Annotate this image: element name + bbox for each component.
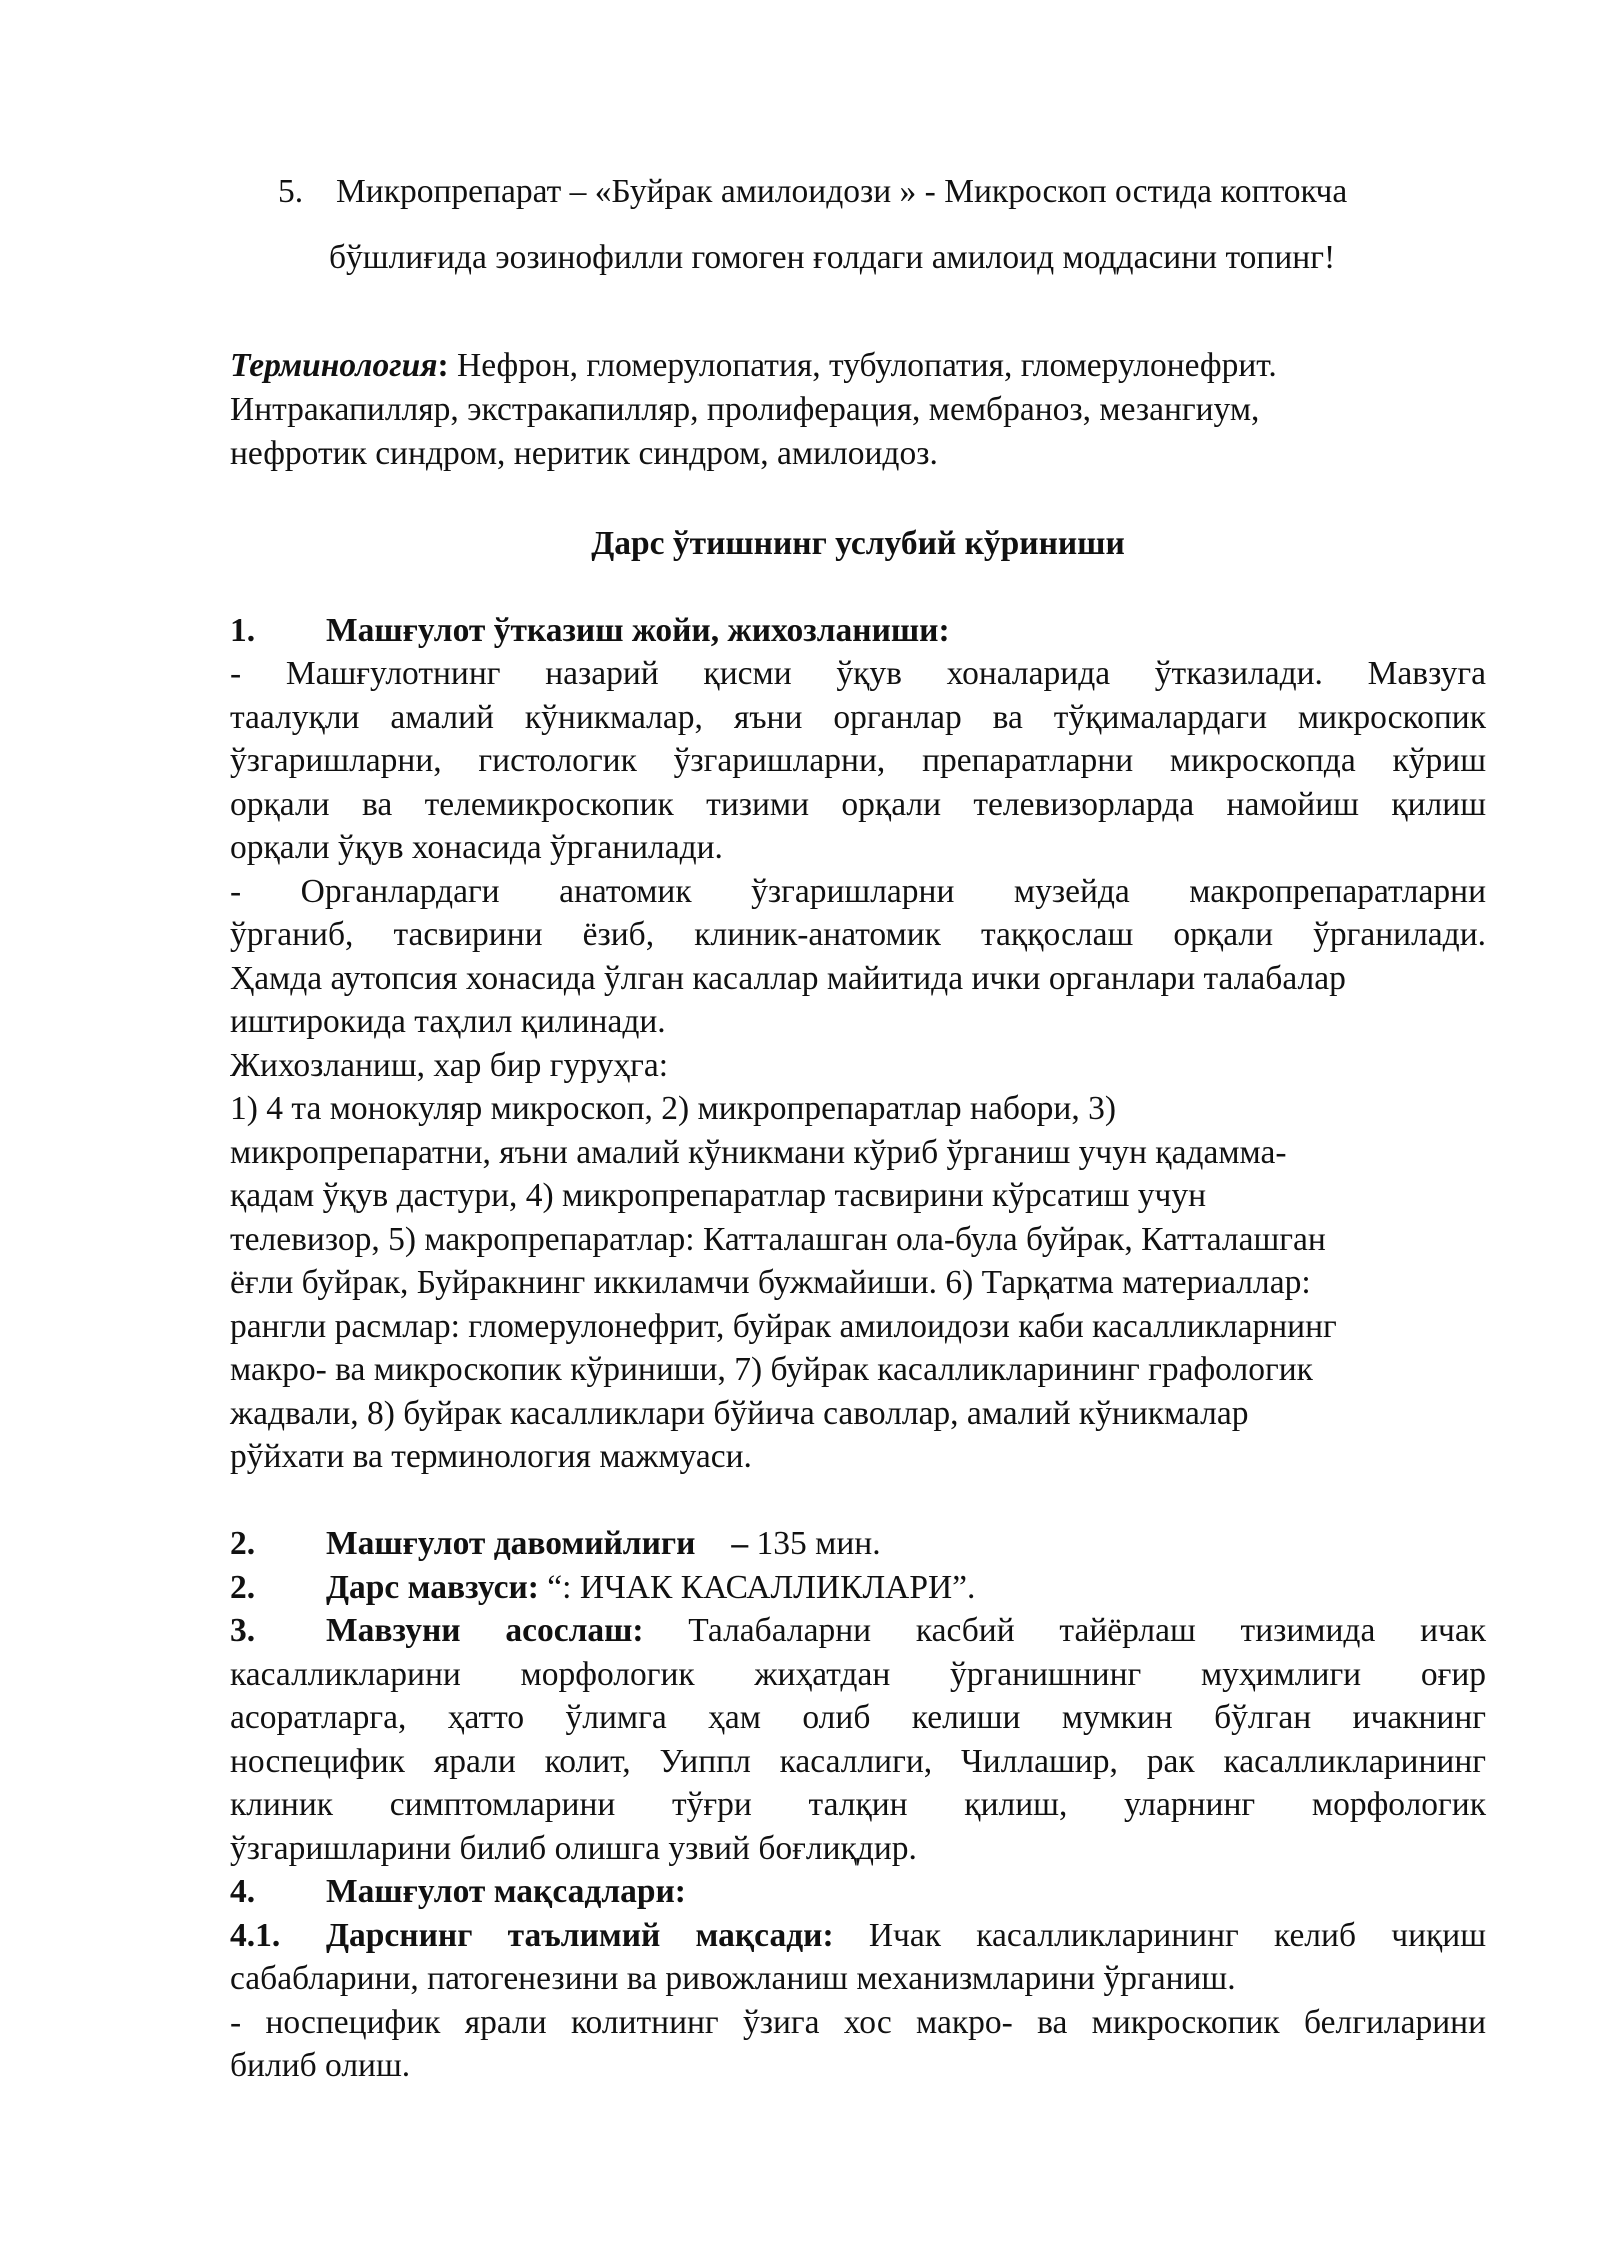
section2b-value: “: ИЧАК КАСАЛЛИКЛАРИ”. bbox=[538, 1569, 976, 1606]
terminology-line3: нефротик синдром, неритик синдром, амилоидоз. bbox=[230, 435, 938, 472]
section41-heading bbox=[230, 1916, 1486, 1956]
section1-line: орқали ва телемикроскопик тизими орқали телевизорларда намойиш қилиш bbox=[230, 786, 1486, 823]
section1-line: макро- ва микроскопик кўриниши, 7) буйрак касалликларининг графологик bbox=[230, 1351, 1313, 1388]
section4-number: 4. bbox=[230, 1873, 256, 1910]
section2a-number: 2. bbox=[230, 1525, 256, 1562]
section3-line: ўзгаришларини билиб олишга узвий боғлиқдир. bbox=[230, 1830, 917, 1867]
item5-line1 bbox=[278, 172, 1347, 212]
section1-title: Машғулот ўтказиш жойи, жихозланиши: bbox=[326, 612, 950, 649]
section41-number: 4.1. bbox=[230, 1917, 281, 1954]
section1-line: - Машғулотнинг назарий қисми ўқув хоналарида ўтказилади. Мавзуга bbox=[230, 655, 1486, 692]
section1-line: Жихозланиш, хар бир гуруҳга: bbox=[230, 1047, 669, 1084]
section3-line: клиник симптомларини тўғри талқин қилиш, уларнинг морфологик bbox=[230, 1786, 1486, 1823]
section1-line: қадам ўқув дастури, 4) микропрепаратлар тасвирини кўрсатиш учун bbox=[230, 1177, 1207, 1214]
section1-heading bbox=[230, 611, 950, 651]
section2a-title: Машғулот давомийлиги bbox=[326, 1525, 696, 1562]
section2a-dash: – bbox=[731, 1525, 749, 1562]
section3-line: носпецифик ярали колит, Уиппл касаллиги, Чиллашир, рак касалликларининг bbox=[230, 1743, 1486, 1780]
section41-title: Дарснинг таълимий мақсади: bbox=[326, 1917, 834, 1954]
section1-line: ўзгаришларни, гистологик ўзгаришларни, препаратларни микроскопда кўриш bbox=[230, 742, 1486, 779]
section3-line: касалликларини морфологик жиҳатдан ўрганишнинг муҳимлиги оғир bbox=[230, 1656, 1486, 1693]
terminology-text1: Нефрон, гломерулопатия, тубулопатия, гломерулонефрит. bbox=[448, 347, 1277, 384]
section3-first: Талабаларни касбий тайёрлаш тизимида ичак bbox=[643, 1612, 1486, 1649]
section1-line: ўрганиб, тасвирини ёзиб, клиник-анатомик таққослаш орқали ўрганилади. bbox=[230, 916, 1486, 953]
section41-line: сабабларини, патогенезини ва ривожланиш механизмларини ўрганиш. bbox=[230, 1960, 1236, 1997]
section1-line: жадвали, 8) буйрак касалликлари бўйича саволлар, амалий кўникмалар bbox=[230, 1395, 1249, 1432]
section2a-value: 135 мин. bbox=[748, 1525, 881, 1562]
item5-line2: бўшлиғида эозинофилли гомоген ғолдаги амилоид моддасини топинг! bbox=[329, 239, 1336, 276]
section4-title: Машғулот мақсадлари: bbox=[326, 1873, 686, 1910]
terminology-colon: : bbox=[437, 347, 449, 384]
terminology-label: Терминология bbox=[230, 347, 438, 384]
section1-line: ёғли буйрак, Буйракнинг иккиламчи бужмайиши. 6) Тарқатма материаллар: bbox=[230, 1264, 1311, 1301]
section2b-number: 2. bbox=[230, 1569, 256, 1606]
section3-line: асоратларга, ҳатто ўлимга ҳам олиб келиши мумкин бўлган ичакнинг bbox=[230, 1699, 1486, 1736]
section1-line: телевизор, 5) макропрепаратлар: Катталашган ола-була буйрак, Катталашган bbox=[230, 1221, 1326, 1258]
section4-heading bbox=[230, 1872, 686, 1912]
item5-text: Микропрепарат – «Буйрак амилоидози » - Микроскоп остида коптокча bbox=[336, 173, 1348, 210]
lesson-heading: Дарс ўтишнинг услубий кўриниши bbox=[591, 525, 1125, 562]
section1-line: - Органлардаги анатомик ўзгаришларни музейда макропрепаратларни bbox=[230, 873, 1486, 910]
terminology-line1 bbox=[230, 346, 1277, 386]
section3-heading bbox=[230, 1611, 1486, 1651]
section1-line: орқали ўқув хонасида ўрганилади. bbox=[230, 829, 723, 866]
section41-line: билиб олиш. bbox=[230, 2047, 411, 2084]
section1-line: микропрепаратни, яъни амалий кўникмани кўриб ўрганиш учун қадамма- bbox=[230, 1134, 1287, 1171]
section1-line: таалуқли амалий кўникмалар, яъни органлар ва тўқималардаги микроскопик bbox=[230, 699, 1486, 736]
terminology-line2: Интракапилляр, экстракапилляр, пролиферация, мембраноз, мезангиум, bbox=[230, 391, 1260, 428]
section3-title: Мавзуни асослаш: bbox=[326, 1612, 644, 1649]
section1-line: рангли расмлар: гломерулонефрит, буйрак амилоидози каби касалликларнинг bbox=[230, 1308, 1337, 1345]
section1-line: 1) 4 та монокуляр микроскоп, 2) микропрепаратлар набори, 3) bbox=[230, 1090, 1116, 1127]
item5-number: 5. bbox=[278, 173, 304, 210]
section1-line: иштирокида таҳлил қилинади. bbox=[230, 1003, 666, 1040]
section41-first: Ичак касалликларининг келиб чиқиш bbox=[833, 1917, 1487, 1954]
section2-topic bbox=[230, 1568, 975, 1608]
section1-line: рўйхати ва терминология мажмуаси. bbox=[230, 1438, 752, 1475]
section2b-title: Дарс мавзуси: bbox=[326, 1569, 539, 1606]
section1-line: Ҳамда аутопсия хонасида ўлган касаллар майитида ички органлари талабалар bbox=[230, 960, 1346, 997]
section41-line: - носпецифик ярали колитнинг ўзига хос макро- ва микроскопик белгиларини bbox=[230, 2004, 1486, 2041]
section3-number: 3. bbox=[230, 1612, 256, 1649]
section1-number: 1. bbox=[230, 612, 256, 649]
section2-duration bbox=[230, 1524, 881, 1564]
